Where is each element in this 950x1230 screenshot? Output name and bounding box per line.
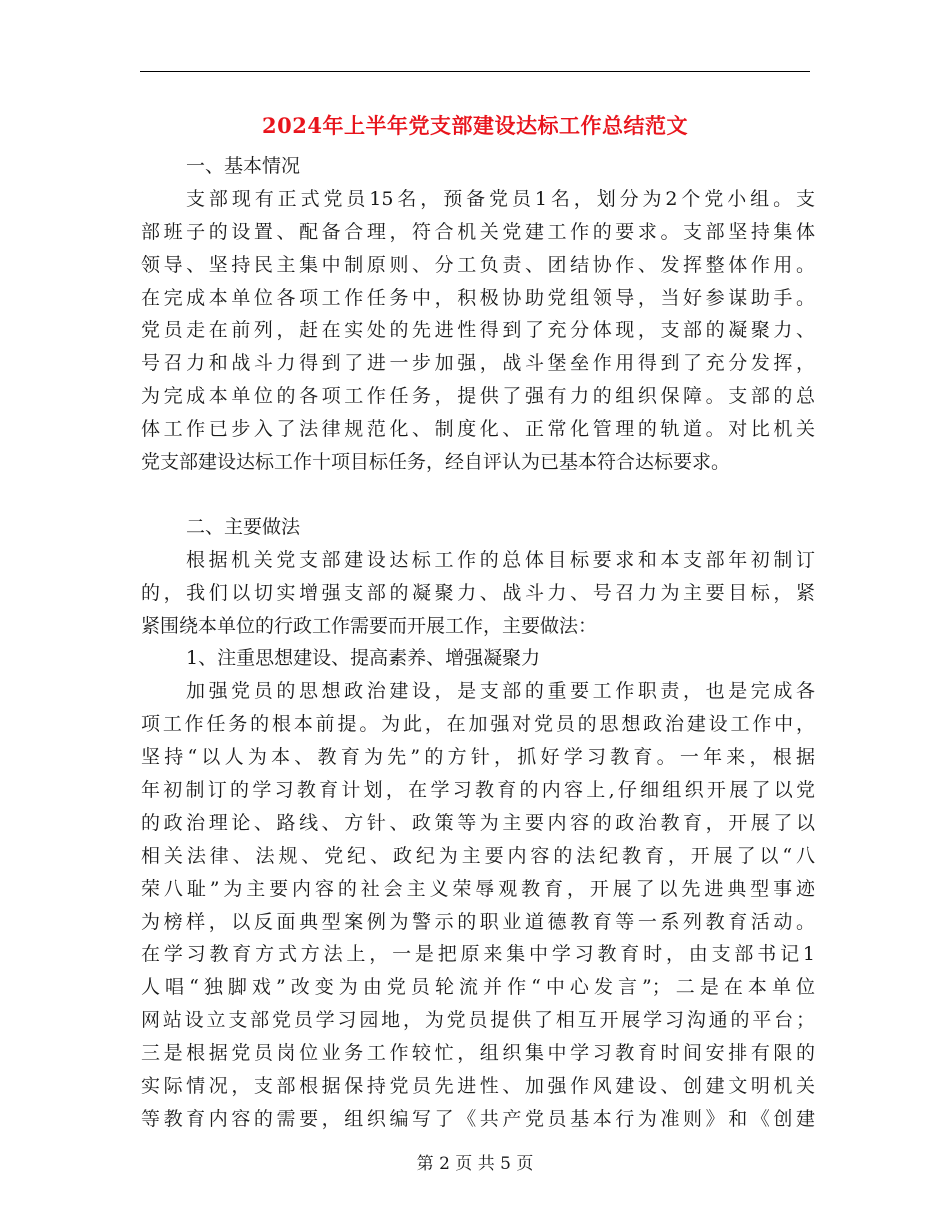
page-footer: 第 2 页 共 5 页 bbox=[416, 1154, 534, 1174]
header-rule bbox=[140, 71, 810, 72]
text-line: 的，我们以切实增强支部的凝聚力、战斗力、号召力为主要目标，紧 bbox=[141, 581, 815, 604]
text-line: 为完成本单位的各项工作任务，提供了强有力的组织保障。支部的总 bbox=[141, 385, 815, 408]
text-line: 三是根据党员岗位业务工作较忙，组织集中学习教育时间安排有限的 bbox=[141, 1042, 815, 1065]
text-line: 二、主要做法 bbox=[186, 515, 301, 538]
text-line: 根据机关党支部建设达标工作的总体目标要求和本支部年初制订 bbox=[186, 548, 815, 571]
text-line: 在完成本单位各项工作任务中，积极协助党组领导，当好参谋助手。 bbox=[141, 286, 815, 309]
text-line: 荣八耻”为主要内容的社会主义荣辱观教育，开展了以先进典型事迹 bbox=[141, 877, 815, 900]
text-line: 坚持“以人为本、教育为先”的方针，抓好学习教育。一年来，根据 bbox=[141, 746, 815, 769]
text-line: 领导、坚持民主集中制原则、分工负责、团结协作、发挥整体作用。 bbox=[141, 253, 815, 276]
text-line: 项工作任务的根本前提。为此，在加强对党员的思想政治建设工作中， bbox=[141, 713, 815, 736]
text-line: 党员走在前列，赶在实处的先进性得到了充分体现，支部的凝聚力、 bbox=[141, 319, 815, 342]
text-line: 号召力和战斗力得到了进一步加强，战斗堡垒作用得到了充分发挥， bbox=[141, 352, 815, 375]
paragraph bbox=[141, 544, 815, 643]
text-line: 部班子的设置、配备合理，符合机关党建工作的要求。支部坚持集体 bbox=[141, 220, 815, 243]
text-line: 的政治理论、路线、方针、政策等为主要内容的政治教育，开展了以 bbox=[141, 811, 815, 834]
paragraph bbox=[141, 183, 815, 479]
text-line: 体工作已步入了法律规范化、制度化、正常化管理的轨道。对比机关 bbox=[141, 418, 815, 441]
text-line: 年初制订的学习教育计划，在学习教育的内容上,仔细组织开展了以党 bbox=[141, 779, 815, 802]
text-line: 一、基本情况 bbox=[186, 155, 301, 177]
text-line: 为榜样，以反面典型案例为警示的职业道德教育等一系列教育活动。 bbox=[141, 910, 815, 933]
text-line: 加强党员的思想政治建设，是支部的重要工作职责，也是完成各 bbox=[186, 680, 815, 703]
text-line: 支部现有正式党员15名，预备党员1名，划分为2个党小组。支 bbox=[186, 187, 815, 210]
text-line: 1、注重思想建设、提高素养、增强凝聚力 bbox=[186, 647, 541, 670]
text-line: 实际情况，支部根据保持党员先进性、加强作风建设、创建文明机关 bbox=[141, 1075, 815, 1098]
paragraph-gap bbox=[141, 479, 815, 511]
text-line: 等教育内容的需要，组织编写了《共产党员基本行为准则》和《创建 bbox=[141, 1107, 815, 1130]
section-heading bbox=[141, 642, 815, 675]
text-line: 网站设立支部党员学习园地，为党员提供了相互开展学习沟通的平台； bbox=[141, 1009, 815, 1032]
document-title: 2024年上半年党支部建设达标工作总结范文 bbox=[262, 113, 688, 138]
text-line: 紧围绕本单位的行政工作需要而开展工作，主要做法： bbox=[141, 614, 598, 637]
text-line: 人唱“独脚戏”改变为由党员轮流并作“中心发言”；二是在本单位 bbox=[141, 976, 815, 999]
text-line: 党支部建设达标工作十项目标任务，经自评认为已基本符合达标要求。 bbox=[141, 451, 731, 474]
text-line: 相关法律、法规、党纪、政纪为主要内容的法纪教育，开展了以“八 bbox=[141, 844, 815, 867]
section-heading bbox=[141, 511, 815, 544]
text-line: 在学习教育方式方法上，一是把原来集中学习教育时，由支部书记1 bbox=[141, 943, 815, 966]
document-body bbox=[141, 150, 815, 1136]
paragraph bbox=[141, 675, 815, 1135]
section-heading bbox=[141, 150, 815, 183]
